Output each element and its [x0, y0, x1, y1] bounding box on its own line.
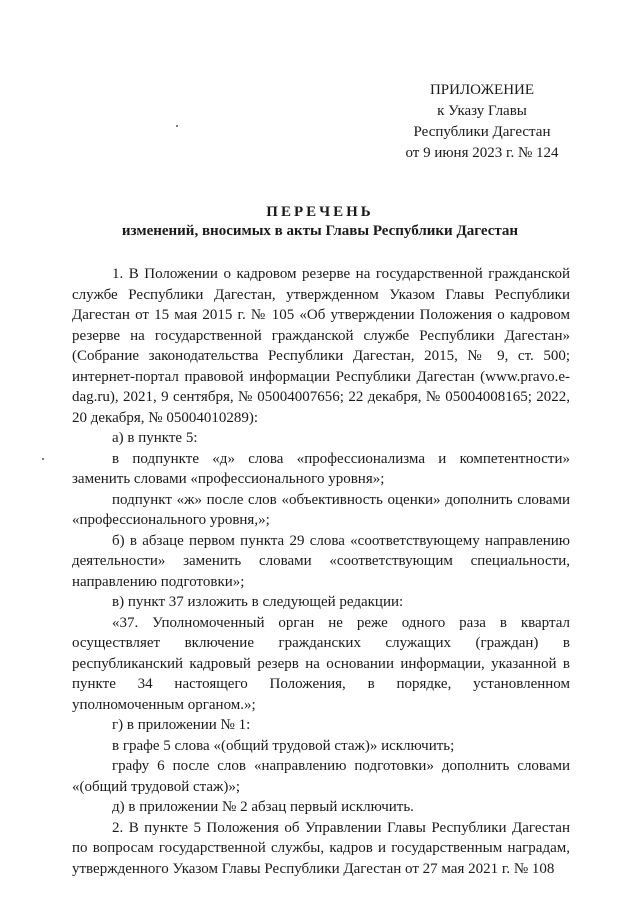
paragraph: «37. Уполномоченный орган не реже одного раза в квартал осуществляет включение гражданских служащих (граждан) в республиканский кадровый резерв на основании информации, указанной в пункте 34 настоящего Положения, в порядке, установленном уполномоченным органом.»;	[72, 614, 570, 713]
paragraph: 2. В пункте 5 Положения об Управлении Главы Республики Дагестан по вопросам государственной службы, кадров и государственным наградам, утвержденного Указом Главы Республики Дагестан от 27 мая 2021 г. № 108	[72, 819, 570, 877]
paragraph: б) в абзаце первом пункта 29 слова «соответствующему направлению деятельности» заменить словами «соответствующим специальности, направлению подготовки»;	[72, 532, 570, 590]
paragraph: графу 6 после слов «направлению подготовки» дополнить словами «(общий трудовой стаж)»;	[72, 758, 570, 795]
paragraph: в графе 5 слова «(общий трудовой стаж)» исключить;	[112, 737, 455, 754]
title-subtitle: изменений, вносимых в акты Главы Республики Дагестан	[121, 223, 519, 239]
paragraph: в подпункте «д» слова «профессионализма и компетентности» заменить словами «профессионального уровня»;	[72, 450, 570, 487]
appendix-header	[402, 80, 562, 164]
paragraph: а) в пункте 5:	[112, 430, 198, 446]
paragraph: г) в приложении № 1:	[112, 717, 251, 733]
appendix-date-number: от 9 июня 2023 г. № 124	[405, 145, 559, 161]
appendix-republic: Республики Дагестан	[413, 124, 551, 140]
scan-speck	[176, 125, 178, 127]
paragraph: в) пункт 37 изложить в следующей редакции:	[112, 594, 404, 610]
title-main: ПЕРЕЧЕНЬ	[266, 204, 374, 220]
paragraph: подпункт «ж» после слов «объективность оценки» дополнить словами «профессионального уровня,»;	[72, 491, 570, 528]
scan-speck	[42, 458, 44, 460]
paragraph: д) в приложении № 2 абзац первый исключить.	[112, 799, 414, 815]
paragraph: 1. В Положении о кадровом резерве на государственной гражданской службе Республики Дагестан, утвержденном Указом Главы Республики Дагестан от 15 мая 2015 г. № 105 «Об утверждении Положения о кадровом резерве на государственной гражданской службе Республики Дагестан» (Собрание законодательства Республики Дагестан, 2015, № 9, ст. 500; интернет-портал правовой информации Республики Дагестан (www.pravo.e-dag.ru), 2021, 9 сентября, № 05004007656; 22 декабря, № 05004008165; 2022, 20 декабря, № 05004010289):	[72, 266, 570, 426]
appendix-decree-ref: к Указу Главы	[437, 103, 527, 119]
appendix-label: ПРИЛОЖЕНИЕ	[429, 82, 535, 98]
document-body	[72, 264, 570, 879]
document-title	[60, 203, 580, 241]
